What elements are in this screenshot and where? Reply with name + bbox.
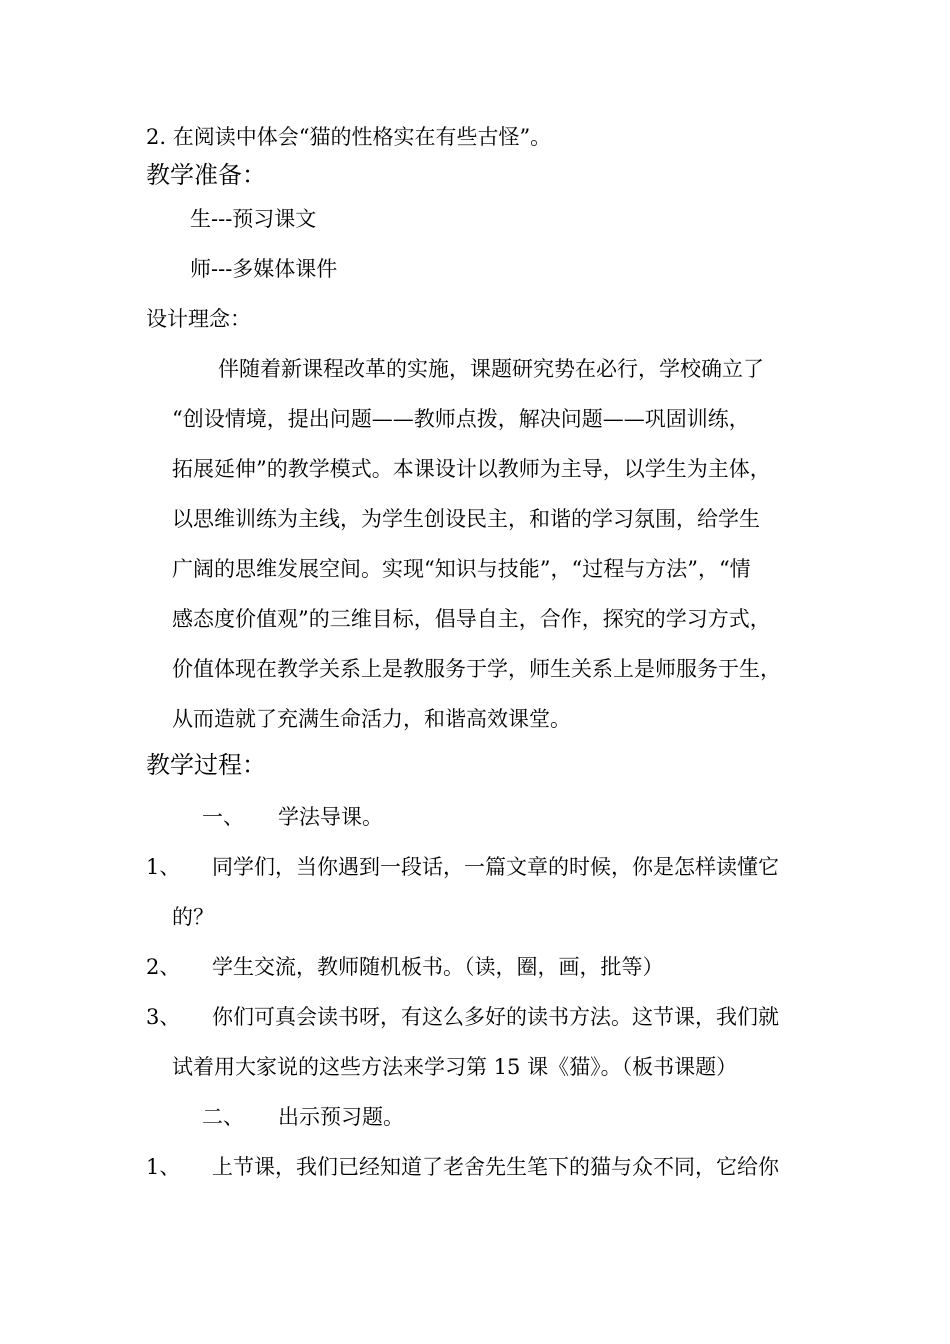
objective-2: 2. 在阅读中体会“猫的性格实在有些古怪”。 [146,125,552,149]
item-number: 1、 [146,1155,181,1179]
concept-heading: 设计理念： [146,307,251,331]
prep-heading: 教学准备： [146,161,266,189]
concept-line: 以思维训练为主线，为学生创设民主，和谐的学习氛围，给学生 [172,507,760,531]
item-number: 3、 [146,1005,181,1029]
item-text-continued: 试着用大家说的这些方法来学习第 15 课《猫》。（板书课题） [172,1055,738,1079]
item-text: 同学们，当你遇到一段话，一篇文章的时候，你是怎样读懂它 [212,855,779,879]
concept-line: 价值体现在教学关系上是教服务于学，师生关系上是师服务于生， [172,657,781,681]
prep-teacher: 师---多媒体课件 [190,257,338,281]
section-title: 出示预习题。 [278,1105,404,1129]
concept-line: 广阔的思维发展空间。实现“知识与技能”，“过程与方法”，“情 [172,557,751,581]
item-text: 你们可真会读书呀，有这么多好的读书方法。这节课，我们就 [212,1005,779,1029]
item-number: 1、 [146,855,181,879]
section-number: 一、 [202,805,244,829]
concept-line: “创设情境，提出问题——教师点拨，解决问题——巩固训练， [172,407,750,431]
section-number: 二、 [202,1105,244,1129]
item-number: 2、 [146,955,181,979]
process-heading: 教学过程： [146,751,266,779]
item-text: 学生交流，教师随机板书。（读，圈，画，批等） [212,955,664,979]
item-text: 上节课，我们已经知道了老舍先生笔下的猫与众不同，它给你 [212,1155,779,1179]
prep-student: 生---预习课文 [190,207,317,231]
section-title: 学法导课。 [278,805,383,829]
item-text-continued: 的？ [172,905,214,929]
concept-line: 伴随着新课程改革的实施，课题研究势在必行，学校确立了 [218,357,764,381]
concept-line: 从而造就了充满生命活力，和谐高效课堂。 [172,707,571,731]
concept-line: 拓展延伸”的教学模式。本课设计以教师为主导，以学生为主体， [172,457,771,481]
concept-line: 感态度价值观”的三维目标，倡导自主，合作，探究的学习方式， [172,607,771,631]
